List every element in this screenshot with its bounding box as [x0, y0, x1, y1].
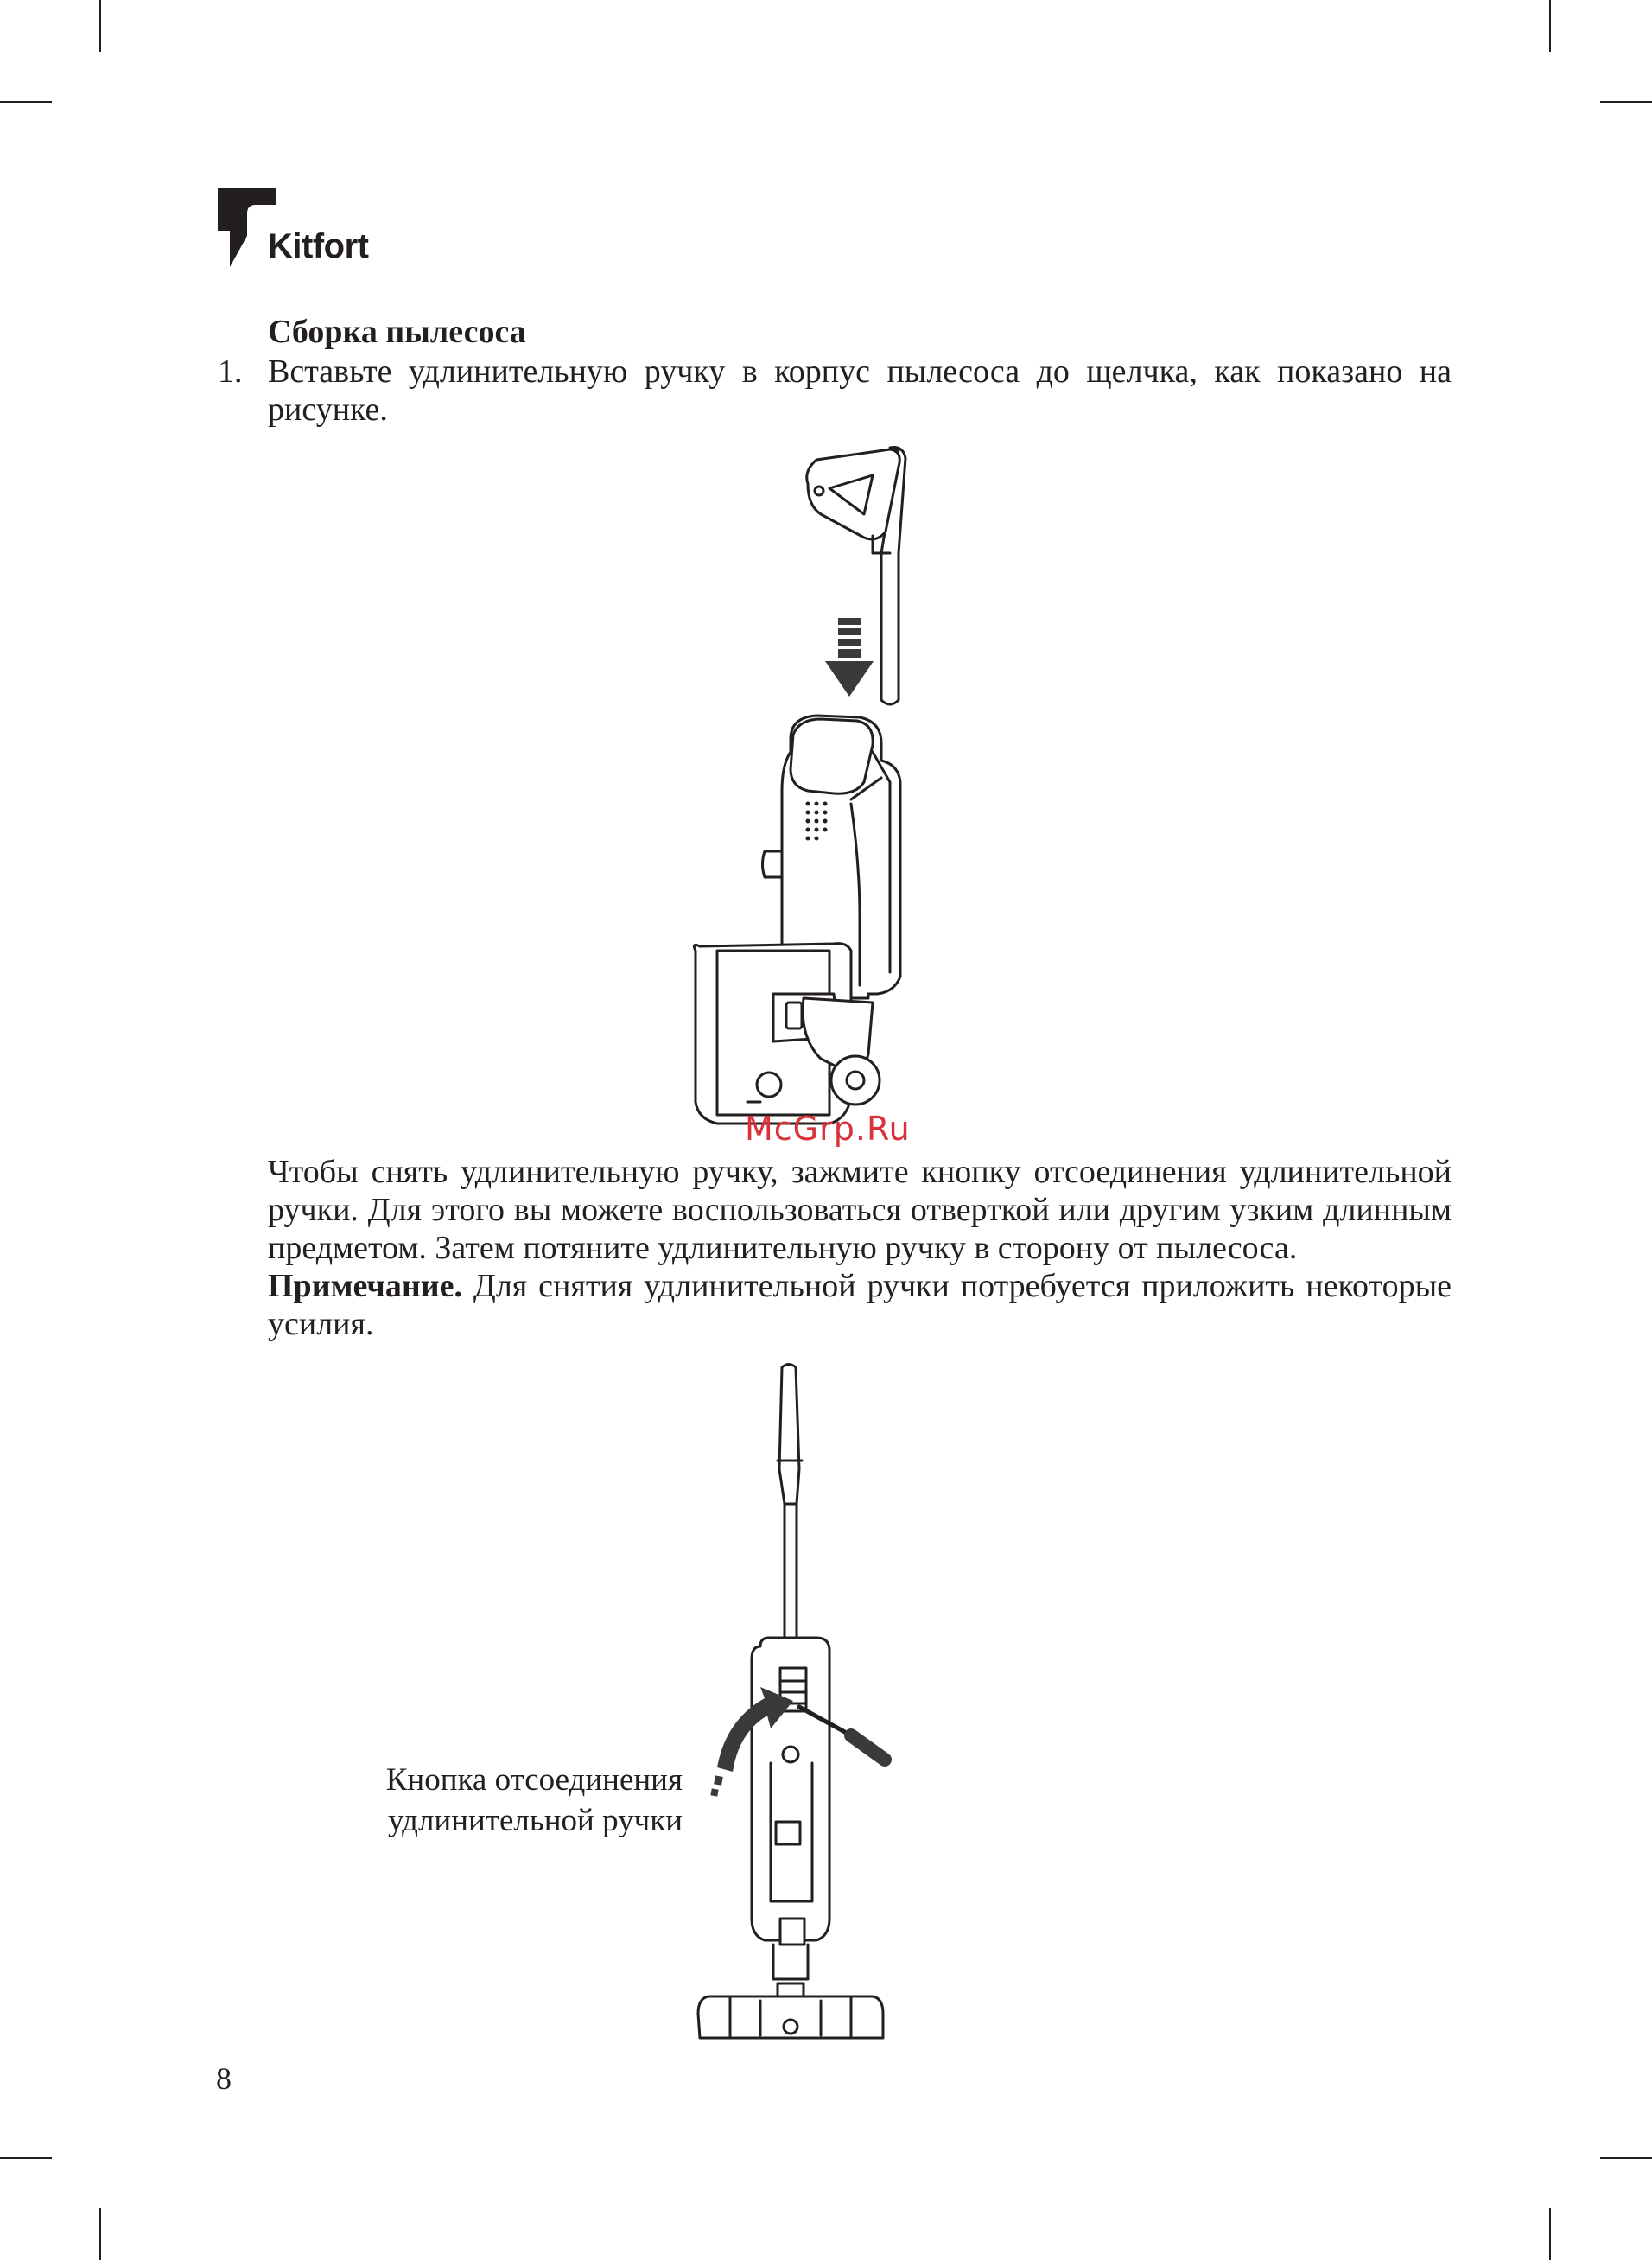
note-label: Примечание.: [268, 1268, 462, 1304]
step-number: 1.: [218, 353, 243, 390]
page-number: 8: [216, 2061, 232, 2096]
note-text: Для снятия удлинительной ручки потребуется приложить некоторые усилия.: [268, 1268, 1452, 1342]
caption-line-1: Кнопка отсоединения: [385, 1762, 683, 1798]
watermark: McGrp.Ru: [745, 1110, 911, 1148]
removal-text: Чтобы снять удлинительную ручку, зажмите кнопку отсоединения удлинительной ручки. Для этого вы можете воспользоваться отверткой или другим узким длинным предметом. Затем потяните удлинительную ручку в сторону от пылесоса.: [268, 1154, 1452, 1266]
section-heading: Сборка пылесоса: [268, 314, 526, 350]
brand-name: Kitfort: [268, 227, 369, 265]
figure2-caption: [346, 1760, 683, 1841]
step-text-body: Вставьте удлинительную ручку в корпус пылесоса до щелчка, как показано на рисунке.: [268, 353, 1452, 428]
caption-line-2: удлинительной ручки: [387, 1803, 683, 1838]
